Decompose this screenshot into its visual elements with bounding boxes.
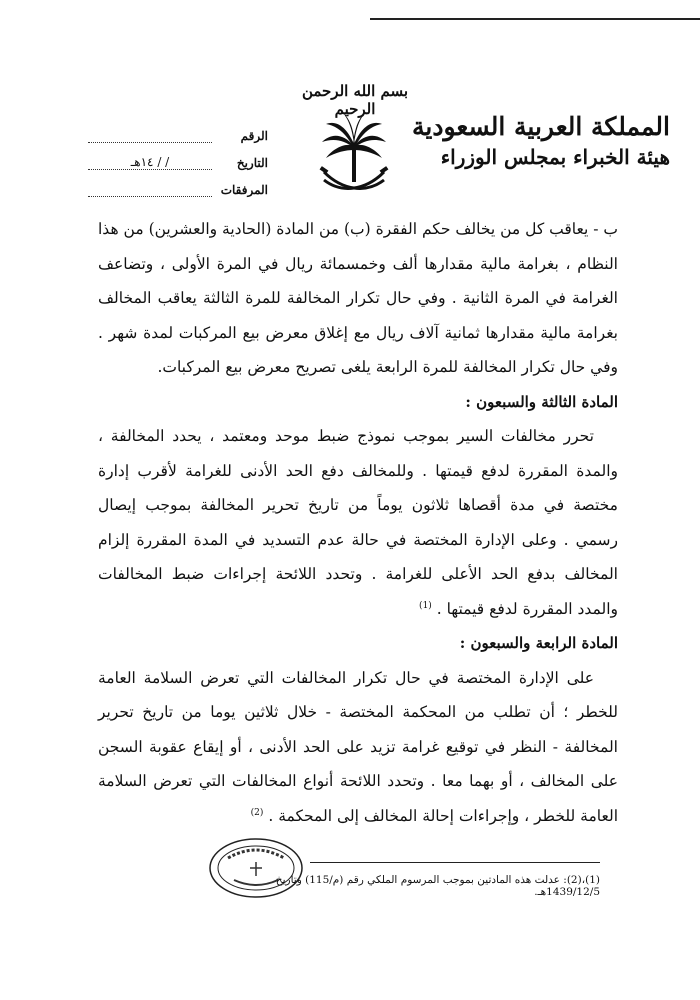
- letterhead-meta: [88, 116, 268, 197]
- basmala: بسم الله الرحمن الرحيم: [301, 82, 409, 118]
- article-73-body: تحرر مخالفات السير بموجب نموذج ضبط موحد ومعتمد ، يحدد المخالفة ، والمدة المقررة لدفع قيمتها . وللمخالف دفع الحد الأدنى للغرامة لأقرب إدارة مختصة في مدة أقصاها ثلاثون يوماً من تاريخ تحرير المخالفة بموجب إيصال رسمي . وعلى الإدارة المختصة في حالة عدم التسديد في المدة المقررة إلزام المخالف بدفع الحد الأعلى للغرامة . وتحدد اللائحة إجراءات ضبط المخالفات والمدد المقررة لدفع قيمتها .: [98, 427, 618, 618]
- paragraph-b: ب - يعاقب كل من يخالف حكم الفقرة (ب) من المادة (الحادية والعشرين) من هذا النظام ، بغرامة مالية مقدارها ألف وخمسمائة ريال في المرة الأولى ، وتضاعف الغرامة في المرة الثانية . وفي حال تكرار المخالفة للمرة الثالثة يعاقب المخالف بغرامة مالية مقدارها ثمانية آلاف ريال مع إغلاق معرض بيع المركبات لمدة شهر . وفي حال تكرار المخالفة للمرة الرابعة يلغى تصريح معرض بيع المركبات.: [98, 220, 618, 376]
- meta-row-date: [88, 143, 268, 170]
- article-74-heading: المادة الرابعة والسبعون :: [459, 634, 618, 652]
- article-74-text: [98, 661, 618, 834]
- kingdom-name: المملكة العربية السعودية: [411, 112, 670, 141]
- article-73-heading: المادة الثالثة والسبعون :: [465, 392, 618, 411]
- authority-name: هيئة الخبراء بمجلس الوزراء: [440, 145, 670, 169]
- article-74-body: على الإدارة المختصة في حال تكرار المخالفات التي تعرض السلامة العامة للخطر ؛ أن تطلب من المحكمة المختصة - خلال ثلاثين يوما من تاريخ تحرير المخالفة - النظر في توقيع غرامة تزيد على الحد الأدنى ، أو إيقاع عقوبة السجن على المخالف ، أو بهما معا . وتحدد اللائحة أنواع المخالفات التي تعرض السلامة العامة للخطر ، وإجراءات إحالة المخالف إلى المحكمة .: [98, 668, 618, 825]
- meta-value: / / ١٤هـ: [88, 155, 212, 170]
- palm-swords-emblem-icon: [318, 110, 390, 200]
- top-rule: [370, 18, 700, 20]
- meta-label: التاريخ: [236, 156, 268, 170]
- document-body: [98, 212, 618, 833]
- meta-row-attachments: [88, 170, 268, 197]
- footnote-ref-1: (1): [419, 600, 432, 611]
- article-73-text: [98, 419, 618, 626]
- meta-label: الرقم: [240, 129, 268, 143]
- letterhead-title: [400, 112, 670, 169]
- meta-value: [88, 196, 212, 197]
- meta-label: المرفقات: [220, 183, 268, 197]
- meta-row-number: [88, 116, 268, 143]
- footnote-ref-2: (2): [250, 807, 264, 818]
- footnote: (1)،(2): عدلت هذه المادتين بموجب المرسوم الملكي رقم (م/115) وتاريخ 1439/12/5هـ.: [275, 874, 600, 898]
- footnote-rule: [310, 862, 600, 863]
